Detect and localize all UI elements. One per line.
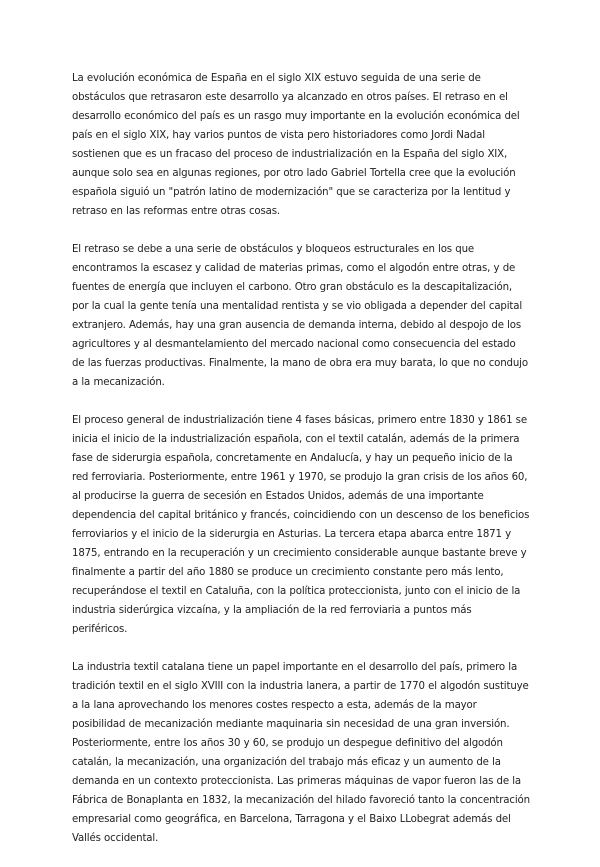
paragraph-industrialization-phases: El proceso general de industrialización tiene 4 fases básicas, primero entre 1830 y 1861 se inicia el inicio de la industrialización española, con el textil catalán, además de la primera fase de siderurgia española, concretamente en Andalucía, y hay un pequeño inicio de la red ferroviaria. Posteriormente, entre 1961 y 1970, se produjo la gran crisis de los años 60, al producirse la guerra de secesión en Estados Unidos, además de una importante dependencia del capital británico y francés, coincidiendo con un descenso de los beneficios ferroviarios y el inicio de la siderurgia en Asturias. La tercera etapa abarca entre 1871 y 1875, entrando en la recuperación y un crecimiento considerable aunque bastante breve y finalmente a partir del año 1880 se produce un crecimiento constante pero más lento, recuperándose el textil en Cataluña, con la política proteccionista, junto con el inicio de la industria siderúrgica vizcaína, y la ampliación de la red ferroviaria a puntos más periféricos.: [72, 415, 530, 635]
paragraph-structural-obstacles: El retraso se debe a una serie de obstáculos y bloqueos estructurales en los que encontramos la escasez y calidad de materias primas, como el algodón entre otras, y de fuentes de energía que incluyen el carbono. Otro gran obstáculo es la descapitalización, por la cual la gente tenía una mentalidad rentista y se vio obligada a depender del capital extranjero. Además, hay una gran ausencia de demanda interna, debido al despojo de los agricultores y al desmantelamiento del mercado nacional como consecuencia del estado de las fuerzas productivas. Finalmente, la mano de obra era muy barata, lo que no condujo a la mecanización.: [72, 244, 528, 388]
paragraph-catalan-textile-industry: La industria textil catalana tiene un papel importante en el desarrollo del país, primero la tradición textil en el siglo XVIII con la industria lanera, a partir de 1770 el algodón sustituye a la lana aprovechando los menores costes respecto a esta, además de la mayor posibilidad de mecanización mediante maquinaria sin necesidad de una gran inversión. Posteriormente, entre los años 30 y 60, se produjo un despegue definitivo del algodón catalán, la mecanización, una organización del trabajo más eficaz y un aumento de la demanda en un contexto proteccionista. Las primeras máquinas de vapor fueron las de la Fábrica de Bonaplanta en 1832, la mecanización del hilado favoreció tanto la concentración empresarial como geográfica, en Barcelona, Tarragona y el Baixo LLobegrat además del Vallés occidental.: [72, 662, 530, 844]
document-body: [72, 69, 530, 867]
paragraph-economic-evolution: La evolución económica de España en el siglo XIX estuvo seguida de una serie de obstáculos que retrasaron este desarrollo ya alcanzado en otros países. El retraso en el desarrollo económico del país es un rasgo muy importante en la evolución económica del país en el siglo XIX, hay varios puntos de vista pero historiadores como Jordi Nadal sostienen que es un fracaso del proceso de industrialización en la España del siglo XIX, aunque solo sea en algunas regiones, por otro lado Gabriel Tortella cree que la evolución española siguió un "patrón latino de modernización" que se caracteriza por la lentitud y retraso en las reformas entre otras cosas.: [72, 73, 520, 217]
